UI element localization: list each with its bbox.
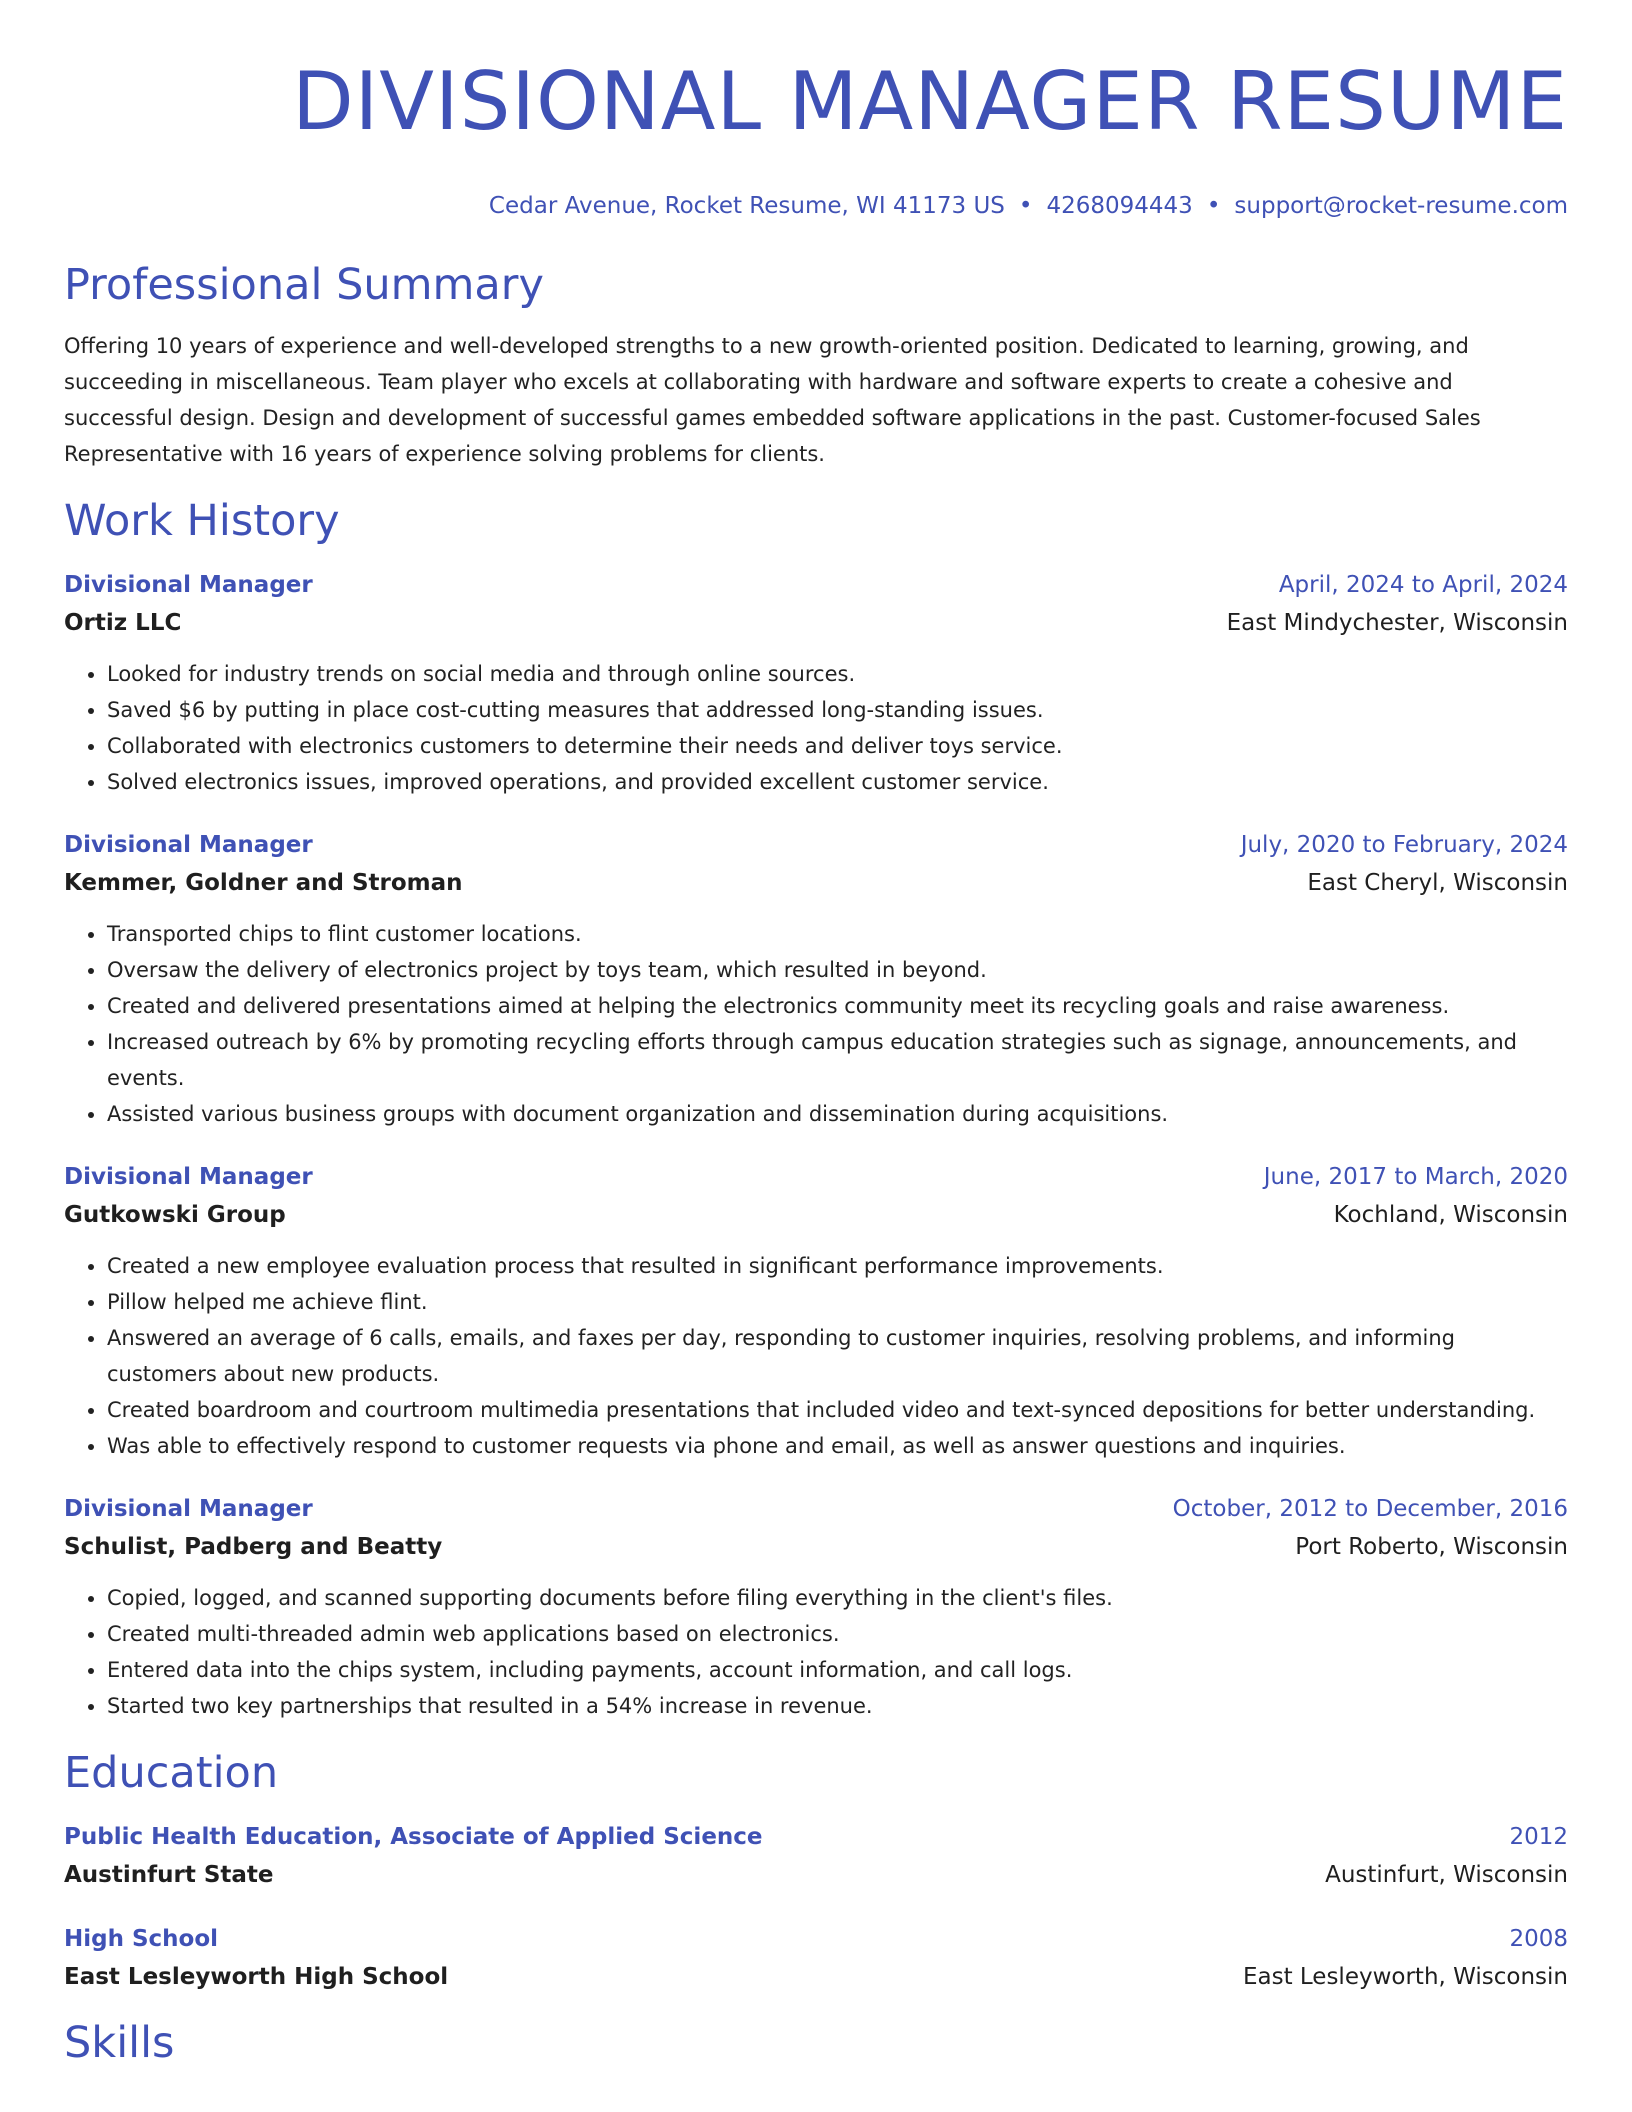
email: support@rocket-resume.com: [1234, 193, 1568, 219]
list-item: • Pillow helped me achieve flint.: [107, 1284, 1568, 1320]
separator: •: [1018, 193, 1033, 219]
list-item: • Oversaw the delivery of electronics project by toys team, which resulted in beyond.: [107, 952, 1568, 988]
school-name: Austinfurt State: [64, 1862, 274, 1888]
contact-line: [64, 192, 1568, 220]
education-year: 2012: [1509, 1824, 1568, 1850]
list-item: • Created boardroom and courtroom multimedia presentations that included video and text-synced depositions for better understanding.: [107, 1392, 1568, 1428]
job-title: Divisional Manager: [64, 1496, 313, 1522]
list-item: • Assisted various business groups with document organization and dissemination during acquisitions.: [107, 1096, 1568, 1132]
job-dates: April, 2024 to April, 2024: [1278, 572, 1568, 598]
job-bullets: [64, 916, 1568, 1132]
list-item: • Created multi-threaded admin web applications based on electronics.: [107, 1616, 1568, 1652]
separator: •: [1206, 193, 1221, 219]
list-item: • Solved electronics issues, improved operations, and provided excellent customer service.: [107, 764, 1568, 800]
summary-text: Offering 10 years of experience and well-developed strengths to a new growth-oriented position. Dedicated to learning, growing, and succeeding in miscellaneous. Team player who excels at collaborating with hardware and software experts to create a cohesive and successful design. Design and development of successful games embedded software applications in the past. Customer-focused Sales Representative with 16 years of experience solving problems for clients.: [64, 334, 1481, 466]
job-dates: June, 2017 to March, 2020: [1263, 1164, 1568, 1190]
job-entry: [64, 830, 1568, 1132]
list-item: • Created a new employee evaluation process that resulted in significant performance improvements.: [107, 1248, 1568, 1284]
job-bullets: [64, 1248, 1568, 1464]
job-bullets: [64, 1580, 1568, 1724]
skills-heading: Skills: [64, 2018, 175, 2068]
degree-name: Public Health Education, Associate of Applied Science: [64, 1824, 763, 1850]
list-item: • Collaborated with electronics customers to determine their needs and deliver toys service.: [107, 728, 1568, 764]
job-location: East Mindychester, Wisconsin: [1226, 610, 1568, 636]
page-title: DIVISIONAL MANAGER RESUME: [292, 55, 1568, 148]
address: Cedar Avenue, Rocket Resume, WI 41173 US: [488, 193, 1005, 219]
company-name: Kemmer, Goldner and Stroman: [64, 870, 463, 896]
list-item: • Answered an average of 6 calls, emails, and faxes per day, responding to customer inquiries, resolving problems, and informing customers about new products.: [107, 1320, 1568, 1392]
list-item: • Increased outreach by 6% by promoting recycling efforts through campus education strategies such as signage, announcements, and events.: [107, 1024, 1568, 1096]
job-dates: October, 2012 to December, 2016: [1172, 1496, 1568, 1522]
school-location: Austinfurt, Wisconsin: [1325, 1862, 1568, 1888]
job-location: East Cheryl, Wisconsin: [1307, 870, 1568, 896]
job-title: Divisional Manager: [64, 1164, 313, 1190]
list-item: • Created and delivered presentations aimed at helping the electronics community meet its recycling goals and raise awareness.: [107, 988, 1568, 1024]
job-location: Port Roberto, Wisconsin: [1295, 1534, 1568, 1560]
education-heading: Education: [64, 1748, 279, 1798]
list-item: • Started two key partnerships that resulted in a 54% increase in revenue.: [107, 1688, 1568, 1724]
job-title: Divisional Manager: [64, 572, 313, 598]
education-entry: [64, 1822, 1568, 1890]
job-bullets: [64, 656, 1568, 800]
list-item: • Entered data into the chips system, including payments, account information, and call logs.: [107, 1652, 1568, 1688]
list-item: • Copied, logged, and scanned supporting documents before filing everything in the client's files.: [107, 1580, 1568, 1616]
job-entry: [64, 570, 1568, 800]
job-entry: [64, 1162, 1568, 1464]
list-item: • Looked for industry trends on social media and through online sources.: [107, 656, 1568, 692]
education-entry: [64, 1924, 1568, 1992]
job-location: Kochland, Wisconsin: [1333, 1202, 1568, 1228]
education-year: 2008: [1509, 1926, 1568, 1952]
company-name: Ortiz LLC: [64, 610, 182, 636]
work-history-heading: Work History: [64, 496, 340, 546]
school-location: East Lesleyworth, Wisconsin: [1242, 1964, 1568, 1990]
list-item: • Transported chips to flint customer locations.: [107, 916, 1568, 952]
degree-name: High School: [64, 1926, 219, 1952]
company-name: Schulist, Padberg and Beatty: [64, 1534, 443, 1560]
list-item: • Was able to effectively respond to customer requests via phone and email, as well as answer questions and inquiries.: [107, 1428, 1568, 1464]
company-name: Gutkowski Group: [64, 1202, 286, 1228]
job-title: Divisional Manager: [64, 832, 313, 858]
phone: 4268094443: [1046, 193, 1193, 219]
job-dates: July, 2020 to February, 2024: [1240, 832, 1568, 858]
summary-heading: Professional Summary: [64, 260, 544, 310]
job-entry: [64, 1494, 1568, 1724]
list-item: • Saved $6 by putting in place cost-cutting measures that addressed long-standing issues.: [107, 692, 1568, 728]
school-name: East Lesleyworth High School: [64, 1964, 449, 1990]
